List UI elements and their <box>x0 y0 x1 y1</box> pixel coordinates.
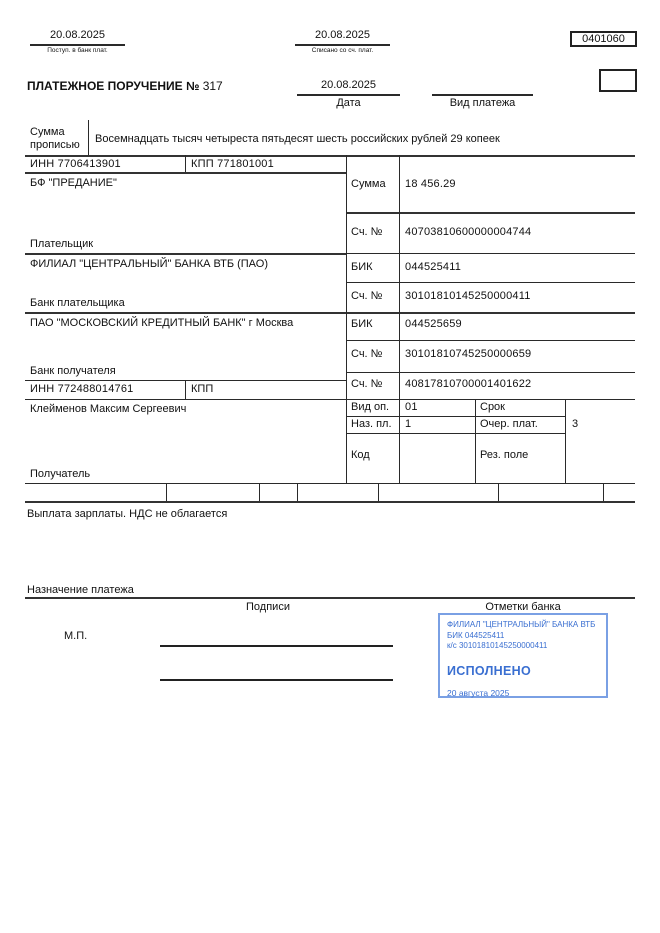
divider <box>378 483 379 501</box>
payee-bank-account: 30101810745250000659 <box>405 348 532 360</box>
debited-date: 20.08.2025 <box>314 29 371 41</box>
op-type-label: Вид оп. <box>351 401 390 413</box>
divider <box>346 253 635 254</box>
divider <box>25 172 346 174</box>
debited-date-label: Списано со сч. плат. <box>311 47 374 54</box>
spare-box <box>599 69 637 92</box>
amount-in-words: Восемнадцать тысяч четыреста пятьдесят шесть российских рублей 29 копеек <box>95 133 500 145</box>
form-code-box: 0401060 <box>570 31 637 47</box>
divider <box>346 340 635 341</box>
divider <box>297 483 298 501</box>
divider <box>475 399 476 483</box>
payment-type-field <box>432 94 533 96</box>
payee-bank-name: ПАО "МОСКОВСКИЙ КРЕДИТНЫЙ БАНК" г Москва <box>30 317 294 329</box>
divider <box>25 483 635 484</box>
divider <box>25 253 346 255</box>
amount-label: Сумма <box>351 178 386 190</box>
divider <box>346 433 565 434</box>
divider <box>346 282 635 283</box>
stamp-bik: БИК 044525411 <box>447 630 505 640</box>
payer-label: Плательщик <box>30 238 94 250</box>
amount-value: 18 456.29 <box>405 178 456 190</box>
payee-bank-bik: 044525659 <box>405 318 462 330</box>
payer-name: БФ "ПРЕДАНИЕ" <box>30 177 117 189</box>
divider <box>185 155 186 172</box>
divider <box>25 399 635 400</box>
payer-bank-account: 30101810145250000411 <box>405 290 531 302</box>
divider <box>25 501 635 503</box>
payee-account-label: Сч. № <box>351 378 383 390</box>
divider <box>297 94 400 96</box>
mp-label: М.П. <box>64 630 88 642</box>
purpose-label: Назначение платежа <box>27 584 134 596</box>
pay-purpose-code-label: Наз. пл. <box>351 418 392 430</box>
payee-inn: ИНН 772488014761 <box>30 383 134 395</box>
op-type-value: 01 <box>405 401 418 413</box>
stamp-corr-account: к/с 30101810145250000411 <box>447 641 548 651</box>
received-date-label: Поступ. в банк плат. <box>47 47 108 54</box>
term-label: Срок <box>480 401 505 413</box>
reserve-label: Рез. поле <box>480 449 529 461</box>
document-number: 317 <box>202 79 223 93</box>
stamp-date: 20 августа 2025 <box>447 688 510 699</box>
code-label: Код <box>351 449 370 461</box>
divider <box>166 483 167 501</box>
date-field: 20.08.2025 <box>320 79 377 91</box>
amount-in-words-label: Сумма прописью <box>30 126 80 151</box>
divider <box>346 212 635 214</box>
divider <box>565 399 566 483</box>
payee-bank-bik-label: БИК <box>351 318 373 330</box>
divider <box>25 155 635 157</box>
payee-account: 40817810700001401622 <box>405 378 532 390</box>
divider <box>295 44 390 46</box>
received-date: 20.08.2025 <box>49 29 106 41</box>
divider <box>88 120 89 155</box>
divider <box>346 372 635 373</box>
payee-kpp-label: КПП <box>191 383 214 395</box>
divider <box>30 44 125 46</box>
divider <box>25 597 635 599</box>
divider <box>603 483 604 501</box>
signature-line-1 <box>160 645 393 647</box>
bank-marks-label: Отметки банка <box>485 601 561 613</box>
document-title <box>27 79 223 93</box>
divider <box>185 380 186 399</box>
pay-purpose-code-value: 1 <box>405 418 412 430</box>
signatures-label: Подписи <box>246 601 290 613</box>
date-label: Дата <box>336 97 361 109</box>
payer-bank-name: ФИЛИАЛ "ЦЕНТРАЛЬНЫЙ" БАНКА ВТБ (ПАО) <box>30 258 268 270</box>
payee-bank-label: Банк получателя <box>30 365 116 377</box>
divider <box>25 312 635 314</box>
divider <box>498 483 499 501</box>
priority-value: 3 <box>572 418 579 430</box>
payee-bank-account-label: Сч. № <box>351 348 383 360</box>
signature-line-2 <box>160 679 393 681</box>
payer-bank-bik: 044525411 <box>405 261 462 273</box>
payer-account-label: Сч. № <box>351 226 383 238</box>
payee-label: Получатель <box>30 468 91 480</box>
payment-type-label: Вид платежа <box>449 97 516 109</box>
payer-bank-bik-label: БИК <box>351 261 373 273</box>
divider <box>346 155 347 483</box>
bank-stamp <box>438 613 608 698</box>
payer-bank-label: Банк плательщика <box>30 297 125 309</box>
stamp-status: ИСПОЛНЕНО <box>447 663 531 678</box>
divider <box>346 416 565 417</box>
title-text: ПЛАТЕЖНОЕ ПОРУЧЕНИЕ № <box>27 79 203 93</box>
priority-label: Очер. плат. <box>480 418 538 430</box>
divider <box>399 155 400 483</box>
payee-name: Клейменов Максим Сергеевич <box>30 403 187 415</box>
stamp-bank-name: ФИЛИАЛ "ЦЕНТРАЛЬНЫЙ" БАНКА ВТБ <box>447 620 596 629</box>
payer-account: 40703810600000004744 <box>405 226 532 238</box>
payer-kpp: КПП 771801001 <box>191 158 274 170</box>
purpose-text: Выплата зарплаты. НДС не облагается <box>27 508 228 520</box>
payer-bank-account-label: Сч. № <box>351 290 383 302</box>
divider <box>259 483 260 501</box>
payer-inn: ИНН 7706413901 <box>30 158 121 170</box>
